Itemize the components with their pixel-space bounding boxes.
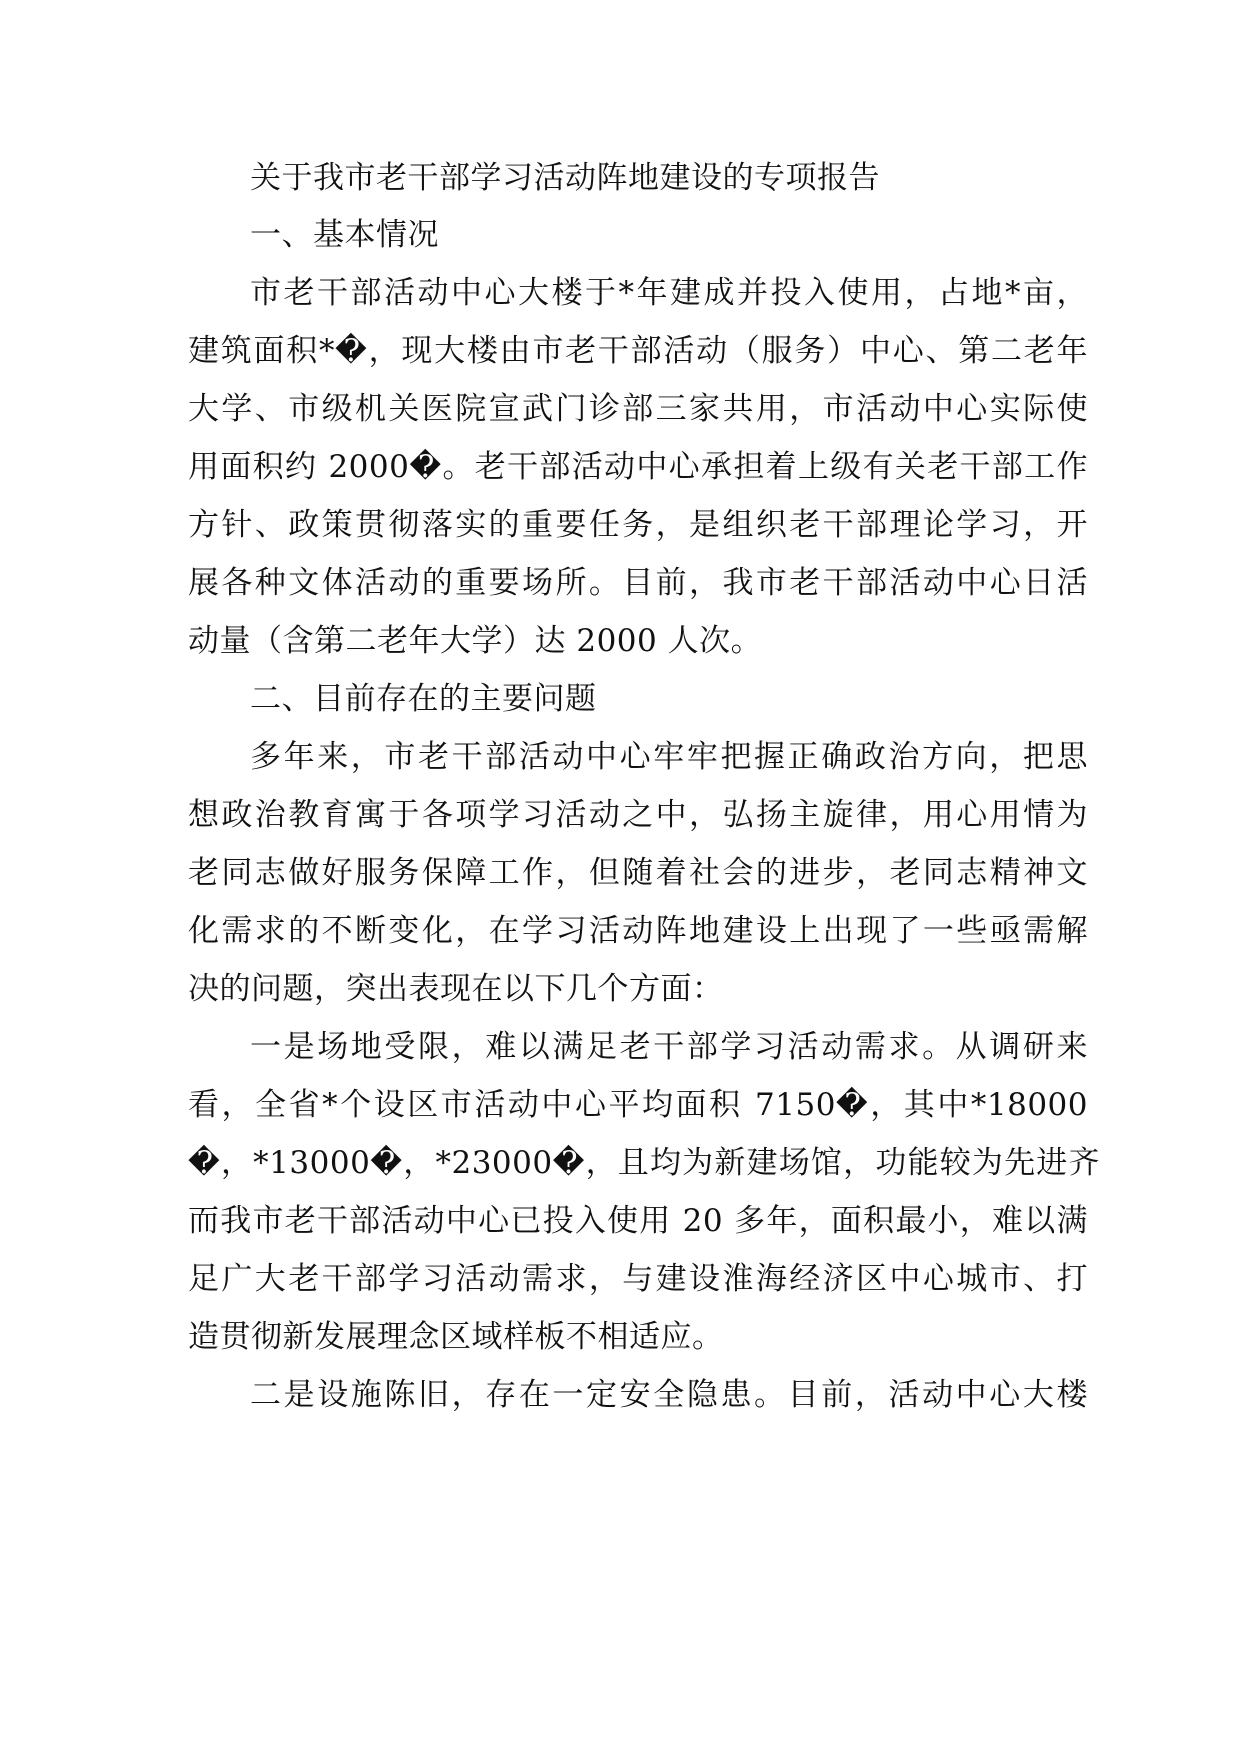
section-heading-basic: 一、基本情况 xyxy=(250,217,439,253)
report-title: 关于我市老干部学习活动阵地建设的专项报告 xyxy=(250,160,880,196)
paragraph-line: 建筑面积*�，现大楼由市老干部活动（服务）中心、第二老年 xyxy=(188,333,1088,369)
paragraph-line: 用面积约 2000�。老干部活动中心承担着上级有关老干部工作 xyxy=(188,449,1088,485)
paragraph-line: 想政治教育寓于各项学习活动之中，弘扬主旋律，用心用情为 xyxy=(188,797,1088,833)
paragraph-line: 二是设施陈旧，存在一定安全隐患。目前，活动中心大楼 xyxy=(250,1377,1088,1413)
paragraph-line: 方针、政策贯彻落实的重要任务，是组织老干部理论学习，开 xyxy=(188,507,1088,543)
paragraph-line: 大学、市级机关医院宣武门诊部三家共用，市活动中心实际使 xyxy=(188,391,1088,427)
paragraph-line: 市老干部活动中心大楼于*年建成并投入使用，占地*亩， xyxy=(250,275,1088,311)
paragraph-line: 决的问题，突出表现在以下几个方面： xyxy=(188,971,724,1007)
paragraph-line: 化需求的不断变化，在学习活动阵地建设上出现了一些亟需解 xyxy=(188,913,1088,949)
paragraph-line: 老同志做好服务保障工作，但随着社会的进步，老同志精神文 xyxy=(188,855,1088,891)
section-heading-problems: 二、目前存在的主要问题 xyxy=(250,681,597,717)
paragraph-line: 造贯彻新发展理念区域样板不相适应。 xyxy=(188,1319,724,1355)
paragraph-line: 展各种文体活动的重要场所。目前，我市老干部活动中心日活 xyxy=(188,565,1088,601)
paragraph-line: 动量（含第二老年大学）达 2000 人次。 xyxy=(188,623,763,659)
paragraph-line: 足广大老干部学习活动需求，与建设淮海经济区中心城市、打 xyxy=(188,1261,1088,1297)
paragraph-line: 看，全省*个设区市活动中心平均面积 7150�，其中*18000 xyxy=(188,1087,1088,1123)
paragraph-line: 多年来，市老干部活动中心牢牢把握正确政治方向，把思 xyxy=(250,739,1088,775)
paragraph-line: �，*13000�，*23000�，且均为新建场馆，功能较为先进齐 xyxy=(188,1145,1100,1181)
paragraph-line: 而我市老干部活动中心已投入使用 20 多年，面积最小，难以满 xyxy=(188,1203,1088,1239)
paragraph-line: 一是场地受限，难以满足老干部学习活动需求。从调研来 xyxy=(250,1029,1088,1065)
